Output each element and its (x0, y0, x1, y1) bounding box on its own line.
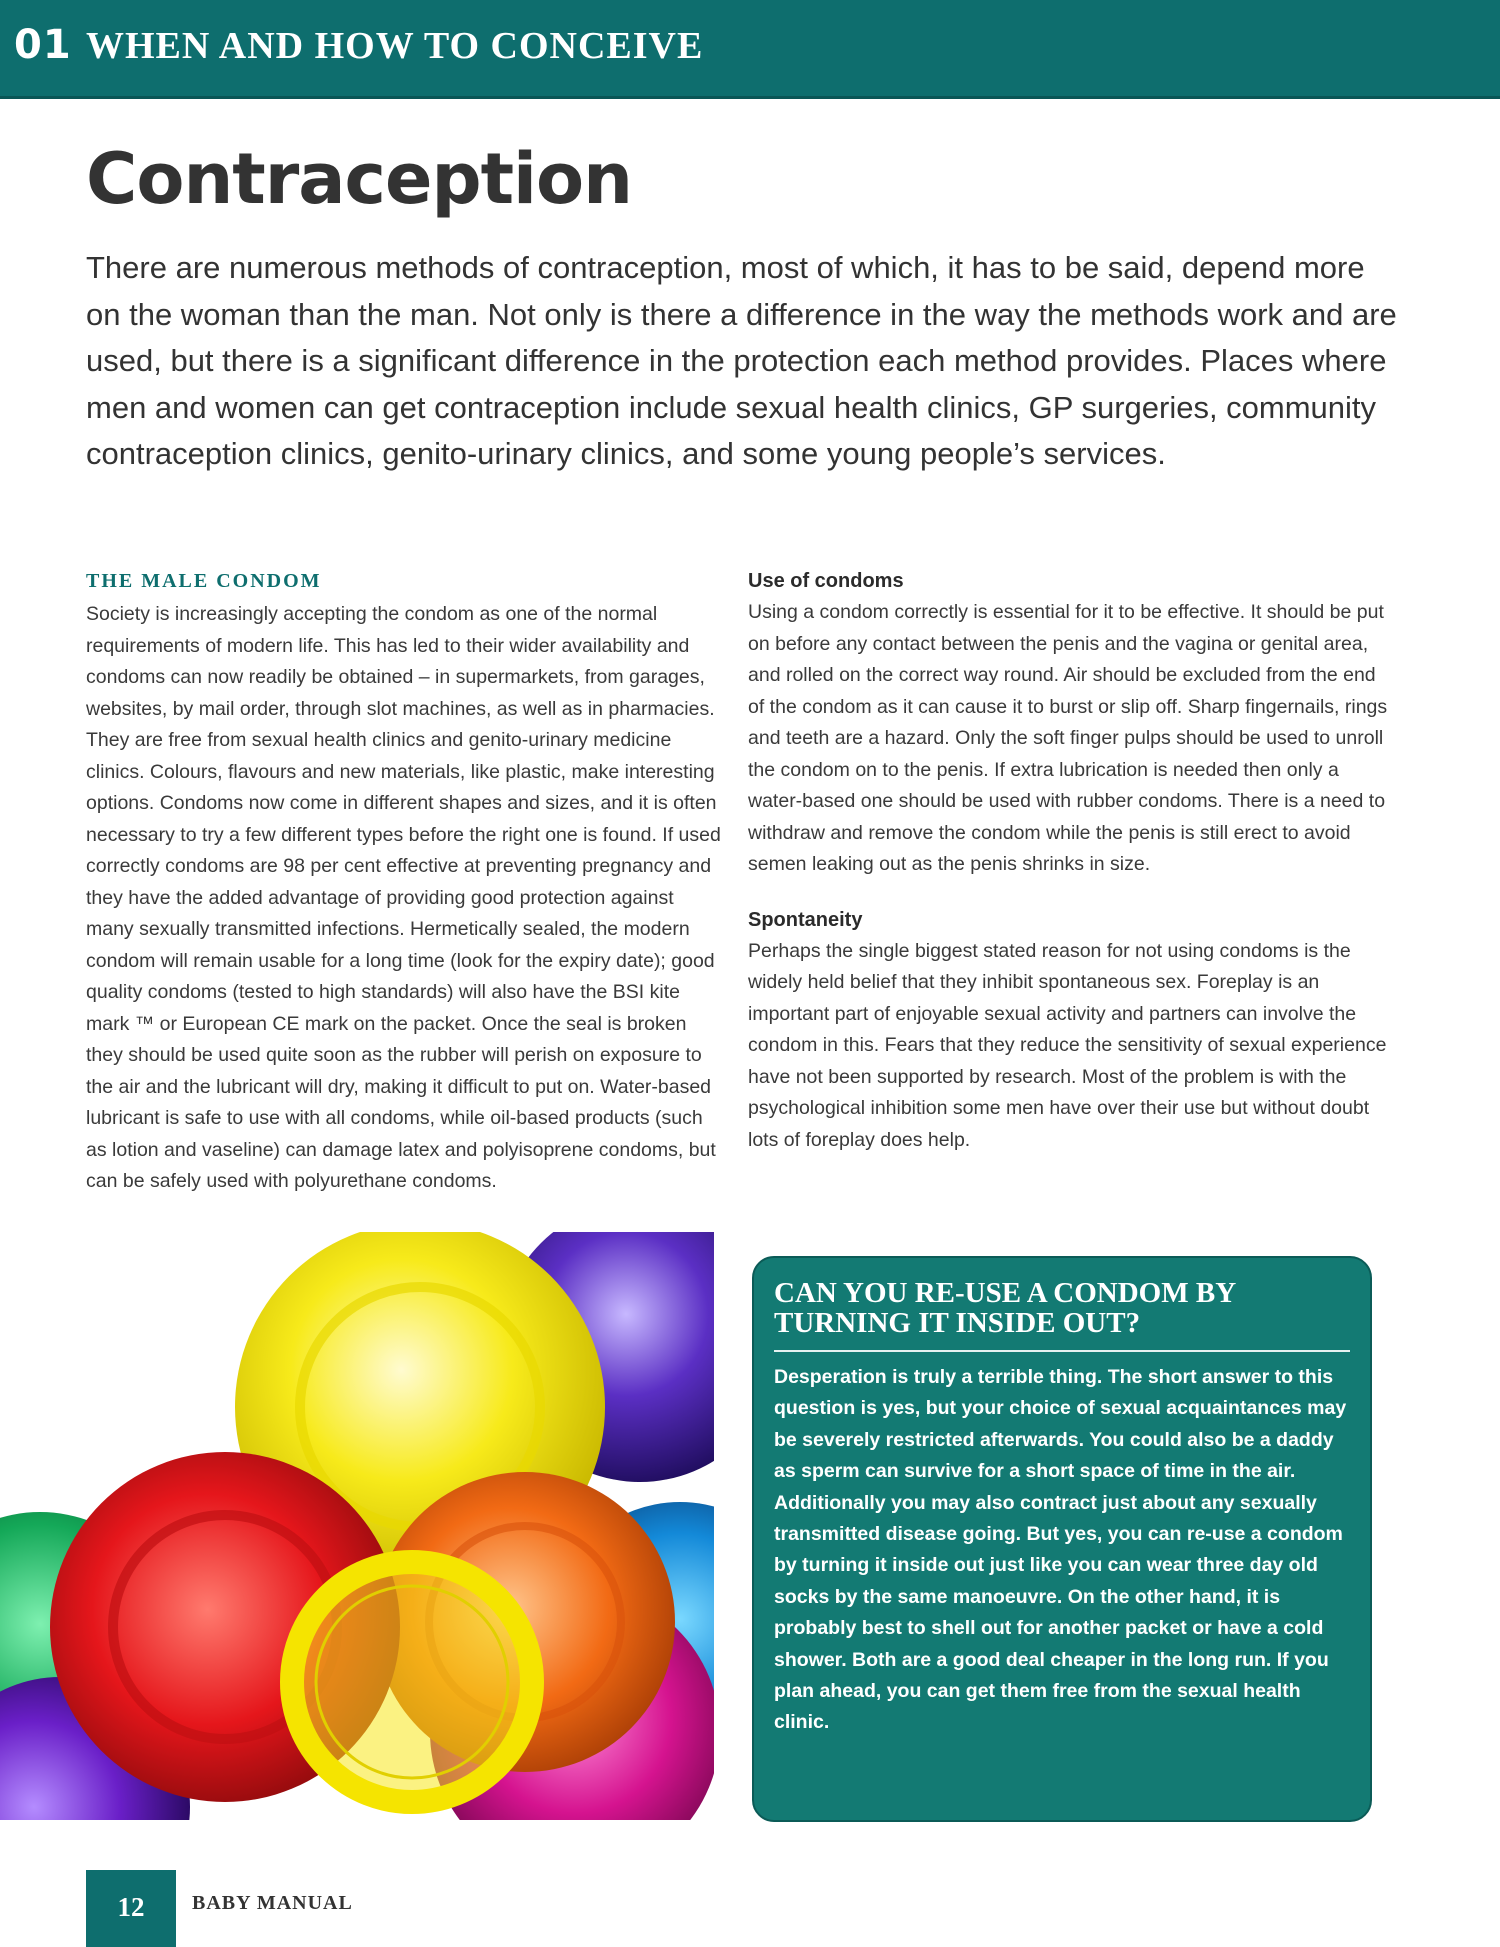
male-condom-body: Society is increasingly accepting the condom as one of the normal requirements of modern life. This has led to their wider availability and condoms can now readily be obtained – in supermarkets, from garages, websites, by mail order, through slot machines, as well as in pharmacies. They are free from sexual health clinics and genito-urinary medicine clinics. Colours, flavours and new materials, like plastic, make interesting options. Condoms now come in different shapes and sizes, and it is often necessary to try a few different types before the right one is found. If used correctly condoms are 98 per cent effective at preventing pregnancy and they have the added advantage of providing good protection against many sexually transmitted infections. Hermetically sealed, the modern condom will remain usable for a long time (look for the expiry date); good quality condoms (tested to high standards) will also have the BSI kite mark ™ or European CE mark on the packet. Once the seal is broken they should be used quite soon as the rubber will perish on exposure to the air and the lubricant will dry, making it difficult to put on. Water-based lubricant is safe to use with all condoms, while oil-based products (such as lotion and vaseline) can damage latex and polyisoprene condoms, but can be safely used with polyurethane condoms. (86, 603, 721, 1192)
use-of-condoms-body: Using a condom correctly is essential for it to be effective. It should be put on before any contact between the penis and the vagina or genital area, and rolled on the correct way round. Air should be excluded from the end of the condom as it can cause it to burst or slip off. Sharp fingernails, rings and teeth are a hazard. Only the soft finger pulps should be used to unroll the condom on to the penis. If extra lubrication is needed then only a water-based one should be used with rubber condoms. There is a need to withdraw and remove the condom while the penis is still erect to avoid semen leaking out as the penis shrinks in size. (748, 601, 1388, 875)
chapter-title: WHEN AND HOW TO CONCEIVE (86, 25, 704, 67)
chapter-number: 01 (14, 22, 72, 68)
condoms-photo (0, 1232, 714, 1820)
condoms-illustration (0, 1232, 714, 1820)
spontaneity-heading: Spontaneity (748, 908, 863, 931)
callout-body: Desperation is truly a terrible thing. The short answer to this question is yes, but your choice of sexual acquaintances may be severely restricted afterwards. You could also be a daddy as sperm can survive for a short space of time in the air. Additionally you may also contract just about any sexually transmitted disease going. But yes, you can re-use a condom by turning it inside out just like you can wear three day old socks by the same manoeuvre. On the other hand, it is probably best to shell out for another packet or have a cold shower. Both are a good deal cheaper in the long run. If you plan ahead, you can get them free from the sexual health clinic. (774, 1366, 1347, 1734)
page-title: Contraception (86, 138, 632, 220)
male-condom-heading: THE MALE CONDOM (86, 570, 322, 592)
right-column (748, 570, 1388, 1156)
page-number: 12 (117, 1892, 145, 1922)
spontaneity-body: Perhaps the single biggest stated reason for not using condoms is the widely held belief that they inhibit spontaneous sex. Foreplay is an important part of enjoyable sexual activity and partners can involve the condom in this. Fears that they reduce the sensitivity of sexual experience have not been supported by research. Most of the problem is with the psychological inhibition some men have over their use but without doubt lots of foreplay does help. (748, 939, 1387, 1151)
intro-paragraph: There are numerous methods of contraception, most of which, it has to be said, depend more on the woman than the man. Not only is there a difference in the way the methods work and are used, but there is a significant difference in the protection each method provides. Places where men and women can get contraception include sexual health clinics, GP surgeries, community contraception clinics, genito-urinary clinics, and some young people’s services. (86, 250, 1397, 471)
callout-title: CAN YOU RE-USE A CONDOM BY TURNING IT INSIDE OUT? (774, 1277, 1236, 1339)
book-title: BABY MANUAL (192, 1892, 353, 1914)
callout-divider (774, 1350, 1350, 1352)
chapter-header (0, 0, 1500, 99)
left-column (86, 570, 726, 1198)
use-of-condoms-heading: Use of condoms (748, 570, 904, 592)
faq-callout-box (752, 1256, 1372, 1822)
page-number-box (86, 1870, 176, 1947)
